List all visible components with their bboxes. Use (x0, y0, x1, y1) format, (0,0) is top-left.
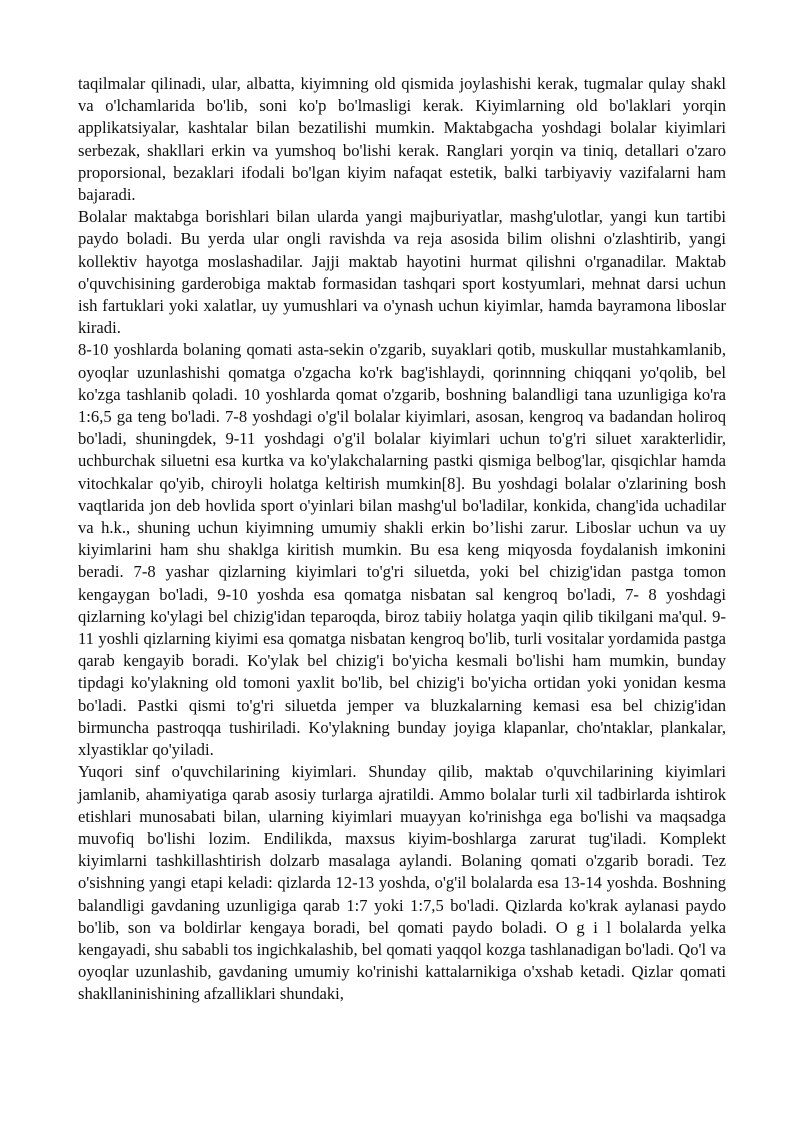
paragraph-age-8-10: 8-10 yoshlarda bolaning qomati asta-sekin o'zgarib, suyaklari qotib, muskullar mustahkamlanib, oyoqlar uzunlashishi qomatga o'zgacha ko'rk bag'ishlaydi, qorinnning chiqqani yo'qolib, bel ko'zga tashlanib qoladi. 10 yoshlarda qomat o'zgarib, boshning balandligi tana uzunligiga ko'ra 1:6,5 ga teng bo'ladi. 7-8 yoshdagi o'g'il bolalar kiyimlari, asosan, kengroq va badandan holiroq bo'ladi, shuningdek, 9-11 yoshdagi o'g'il bolalar kiyimlari uchun to'g'ri siluet xarakterlidir, uchburchak siluetni esa kurtka va ko'ylakchalarning pastki qismiga belbog'lar, qisqichlar hamda vitochkalar qo'yib, chiroyli holatga keltirish mumkin[8]. Bu yoshdagi bolalar o'zlarining bosh vaqtlarida jon deb hovlida sport o'yinlari bilan mashg'ul bo'ladilar, konkida, chang'ida uchadilar va h.k., shuning uchun kiyimning umumiy shakli erkin bo’lishi zarur. Liboslar uchun va uy kiyimlarini ham shu shaklga kiritish mumkin. Bu esa keng miqyosda foydalanish imkonini beradi. 7-8 yashar qizlarning kiyimlari to'g'ri siluetda, yoki bel chizig'idan pastga tomon kengaygan bo'ladi, 9-10 yoshda esa qomatga nisbatan sal kengroq bo'ladi, 7- 8 yoshdagi qizlarning ko'ylagi bel chizig'idan teparoqda, biroz tabiiy holatga yaqin qilib tikilgani ma'qul. 9-11 yoshli qizlarning kiyimi esa qomatga nisbatan kengroq bo'lib, turli vositalar yordamida pastga qarab kengayib boradi. Ko'ylak bel chizig'i bo'yicha kesmali bo'lishi ham mumkin, bunday tipdagi ko'ylakning old tomoni yaxlit bo'lib, bel chizig'i bo'yicha ortidan yoki yonidan kesma bo'ladi. Pastki qismi to'g'ri siluetda jemper va bluzkalarning kemasi esa bel chizig'idan birmuncha pastroqqa tushiriladi. Ko'ylakning bunday joyiga klapanlar, cho'ntaklar, plankalar, xlyastiklar qo'yiladi. (78, 340, 726, 760)
paragraph-school-wardrobe: Bolalar maktabga borishlari bilan ularda yangi majburiyatlar, mashg'ulotlar, yangi kun tartibi paydo boladi. Bu yerda ular ongli ravishda va reja asosida bilim olishni o'zlashtirib, yangi kollektiv hayotga moslashadilar. Jajji maktab hayotini hurmat qilishni o'rganadilar. Maktab o'quvchisining garderobiga maktab formasidan tashqari sport kostyumlari, mehnat darsi uchun ish fartuklari yoki xalatlar, uy yumushlari va o'ynash uchun kiyimlar, hamda bayramona liboslar kiradi. (78, 207, 726, 338)
document-page (78, 73, 726, 1006)
paragraph-garment-details: taqilmalar qilinadi, ular, albatta, kiyimning old qismida joylashishi kerak, tugmalar qulay shakl va o'lchamlarida bo'lib, soni ko'p bo'lmasligi kerak. Kiyimlarning old bo'laklari yorqin applikatsiyalar, kashtalar bilan bezatilishi mumkin. Maktabgacha yoshdagi bolalar kiyimlari serbezak, shakllari erkin va yumshoq bo'lishi kerak. Ranglari yorqin va tiniq, detallari o'zaro proporsional, bezaklari ifodali bo'lgan kiyim nafaqat estetik, balki tarbiyaviy vazifalarni ham bajaradi. (78, 74, 726, 205)
paragraph-senior-students: Yuqori sinf o'quvchilarining kiyimlari. Shunday qilib, maktab o'quvchilarining kiyimlari jamlanib, ahamiyatiga qarab asosiy turlarga ajratildi. Ammo bolalar turli xil tadbirlarda ishtirok etishlari munosabati bilan, ularning kiyimlari muayyan ko'rinishga ega bo'lishi va maqsadga muvofiq bo'lishi lozim. Endilikda, maxsus kiyim-boshlarga zarurat tug'iladi. Komplekt kiyimlarni tashkillashtirish dolzarb masalaga aylandi. Bolaning qomati o'zgarib boradi. Tez o'sishning yangi etapi keladi: qizlarda 12-13 yoshda, o'g'il bolalarda esa 13-14 yoshda. Boshning balandligi gavdaning uzunligiga qarab 1:7 yoki 1:7,5 bo'ladi. Qizlarda ko'krak aylanasi paydo bo'lib, son va boldirlar kengaya boradi, bel qomati paydo boladi. O g i l bolalarda yelka kengayadi, shu sababli tos ingichkalashib, bel qomati yaqqol kozga tashlanadigan bo'ladi. Qo'l va oyoqlar uzunlashib, gavdaning umumiy ko'rinishi kattalarnikiga o'xshab ketadi. Qizlar qomati shakllaninishining afzalliklari shundaki, (78, 762, 726, 1004)
